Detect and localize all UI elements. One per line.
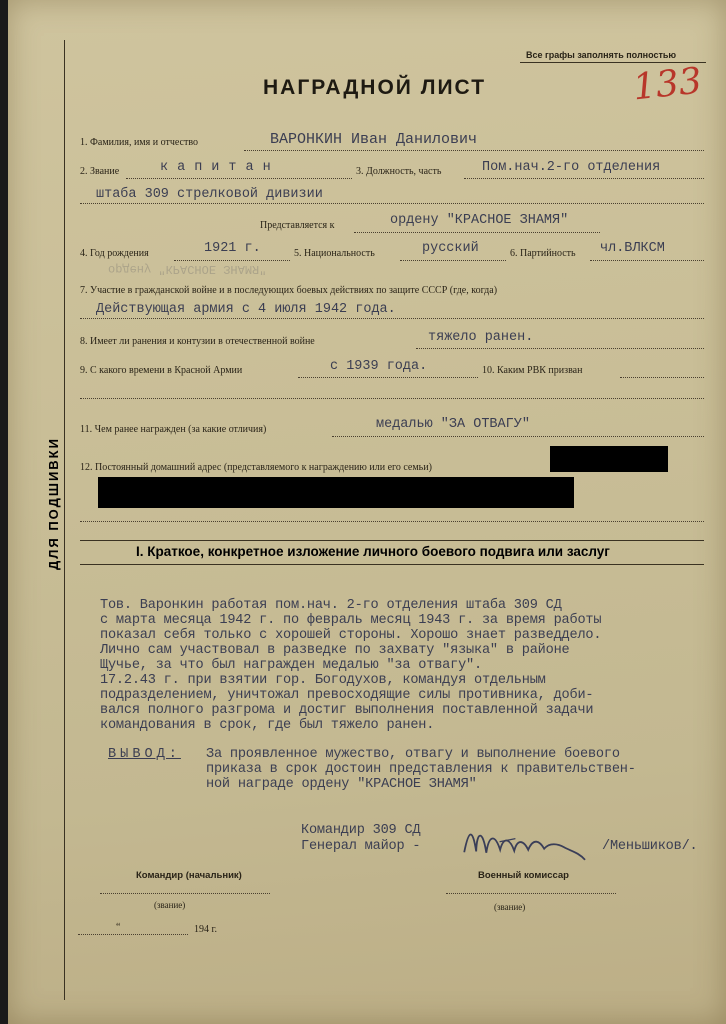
previous-awards-value: медалью "ЗА ОТВАГУ" [376,417,530,432]
name-value: ВАРОНКИН Иван Данилович [270,131,478,148]
home-address-label: 12. Постоянный домашний адрес (представляемого к награждению или его семьи) [80,462,432,473]
position-value-line-2: штаба 309 стрелковой дивизии [96,187,323,202]
commander-name: /Меньшиков/. [602,839,698,854]
birth-label: 4. Год рождения [80,248,149,259]
position-value-line-1: Пом.нач.2-го отделения [482,160,661,175]
narrative-line: командования в срок, где был тяжело ранен. [100,718,435,733]
narrative-line: Тов. Варонкин работая пом.нач. 2-го отделения штаба 309 СД [100,598,562,613]
redacted-address-part-2 [98,477,574,508]
birth-value: 1921 г. [204,241,261,256]
margin-line [64,40,65,1000]
date-quote-mark: “ [116,922,121,933]
conclusion-line: ной награде ордену "КРАСНОЕ ЗНАМЯ" [206,777,477,792]
party-label: 6. Партийность [510,248,576,259]
commander-rank: Генерал майор - [301,839,421,854]
narrative-line: с марта месяца 1942 г. по февраль месяц 1943 г. за время работы [100,613,602,628]
service-since-value: с 1939 года. [330,359,428,374]
award-sheet-paper [8,0,726,1024]
commissar-rank-caption: (звание) [494,902,526,912]
position-label: 3. Должность, часть [356,166,442,177]
narrative-line: вался полного разгрома и достиг выполнения поставленной задачи [100,703,594,718]
service-since-label: 9. С какого времени в Красной Армии [80,365,243,376]
rank-value: капитан [160,160,280,175]
narrative-line: показал себя только с хорошей стороны. Хорошо знает разведдело. [100,628,602,643]
fill-instructions-note: Все графы заполнять полностью [526,50,677,60]
commissar-label: Военный комиссар [478,870,569,881]
commander-title: Командир 309 СД [301,823,421,838]
previous-awards-label: 11. Чем ранее награжден (за какие отличия) [80,424,267,435]
page-title: НАГРАДНОЙ ЛИСТ [263,76,487,99]
narrative-line: 17.2.43 г. при взятии гор. Богодухов, командуя отдельным [100,673,546,688]
commander-rank-caption: (звание) [154,900,186,910]
conclusion-line: приказа в срок достоин представления к правительствен- [206,762,636,777]
war-participation-label: 7. Участие в гражданской войне и в последующих боевых действиях по защите СССР (где, когда) [80,285,498,296]
redacted-address-part-1 [550,446,668,472]
narrative-line: подразделением, уничтожал превосходящие силы противника, доби- [100,688,594,703]
name-label: 1. Фамилия, имя и отчество [80,137,199,148]
commander-label: Командир (начальник) [136,870,242,881]
wounds-value: тяжело ранен. [428,330,534,345]
archive-mark-number: 133 [631,60,704,109]
narrative-line: Щучье, за что был награжден медалью "за отвагу". [100,658,482,673]
bleed-through-text: ордену "КРАСНОЕ ЗНАМЯ" [108,262,267,276]
presented-value: ордену "КРАСНОЕ ЗНАМЯ" [390,213,569,228]
date-year: 194 г. [194,924,217,935]
side-label: ДЛЯ ПОДШИВКИ [46,437,61,570]
presented-label: Представляется к [260,220,335,231]
party-value: чл.ВЛКСМ [600,241,665,256]
nationality-value: русский [422,241,479,256]
conclusion-label: ВЫВОД: [108,747,181,762]
conclusion-line: За проявленное мужество, отвагу и выполнение боевого [206,747,620,762]
rank-label: 2. Звание [80,166,120,177]
section-heading: I. Краткое, конкретное изложение личного боевого подвига или заслуг [136,544,610,559]
war-participation-value: Действующая армия с 4 июля 1942 года. [96,302,396,317]
nationality-label: 5. Национальность [294,248,375,259]
narrative-line: Лично сам участвовал в разведке по захвату "языка" в районе [100,643,570,658]
signature-scrawl [458,814,591,873]
rvk-label: 10. Каким РВК призван [482,365,583,376]
wounds-label: 8. Имеет ли ранения и контузии в отечественной войне [80,336,315,347]
